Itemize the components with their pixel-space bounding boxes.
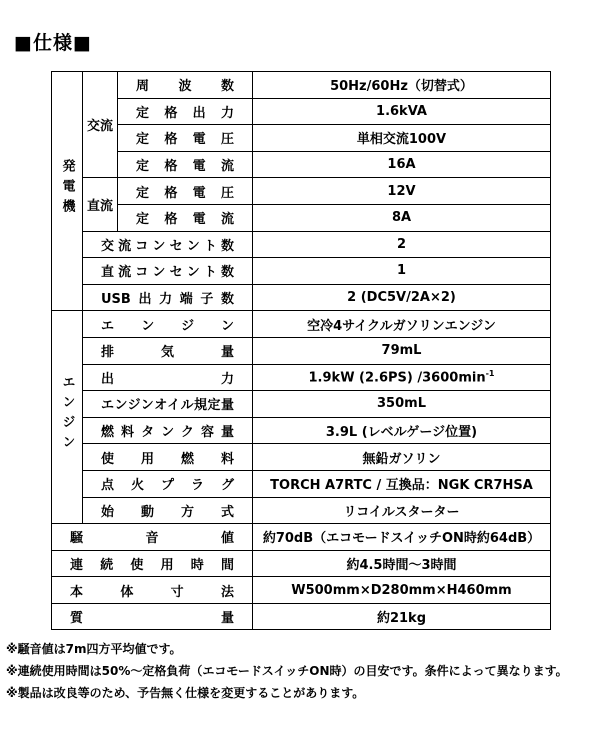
row-label-ac-rated-current: 定格電流 bbox=[118, 151, 253, 178]
table-row bbox=[52, 337, 551, 364]
row-label-dimensions: 本体寸法 bbox=[52, 577, 253, 604]
page-title: ■仕様■ bbox=[14, 32, 92, 54]
row-value-ac-rated-output: 1.6kVA bbox=[253, 98, 551, 125]
table-row bbox=[52, 284, 551, 311]
row-value-displacement: 79mL bbox=[253, 337, 551, 364]
row-label-runtime: 連続使用時間 bbox=[52, 550, 253, 577]
table-row bbox=[52, 417, 551, 444]
table-row bbox=[52, 72, 551, 99]
table-row bbox=[52, 311, 551, 338]
row-label-displacement: 排気量 bbox=[83, 337, 253, 364]
spec-table bbox=[51, 71, 551, 630]
row-value-dimensions: W500mm×D280mm×H460mm bbox=[253, 577, 551, 604]
row-label-ac-rated-voltage: 定格電圧 bbox=[118, 125, 253, 152]
table-row bbox=[52, 98, 551, 125]
row-label-ac-outlets: 交流コンセント数 bbox=[83, 231, 253, 258]
table-row bbox=[52, 258, 551, 285]
table-row bbox=[52, 204, 551, 231]
row-value-engine-type: 空冷4サイクルガソリンエンジン bbox=[253, 311, 551, 338]
subgroup-dc: 直流 bbox=[83, 178, 118, 231]
row-value-fuel: 無鉛ガソリン bbox=[253, 444, 551, 471]
table-row bbox=[52, 178, 551, 205]
footnotes bbox=[6, 638, 596, 704]
row-label-dc-outlets: 直流コンセント数 bbox=[83, 258, 253, 285]
table-row bbox=[52, 364, 551, 391]
row-value-spark-plug: TORCH A7RTC / 互換品：NGK CR7HSA bbox=[253, 470, 551, 497]
output-value-text: 1.9kW (2.6PS) /3600min bbox=[308, 370, 486, 386]
row-label-frequency: 周波数 bbox=[118, 72, 253, 99]
row-value-frequency: 50Hz/60Hz（切替式） bbox=[253, 72, 551, 99]
row-label-weight: 質量 bbox=[52, 603, 253, 630]
group-engine: エンジン bbox=[52, 311, 83, 524]
row-label-output: 出力 bbox=[83, 364, 253, 391]
row-value-fuel-tank: 3.9L (レベルゲージ位置) bbox=[253, 417, 551, 444]
table-row bbox=[52, 444, 551, 471]
row-label-fuel: 使用燃料 bbox=[83, 444, 253, 471]
row-value-runtime: 約4.5時間〜3時間 bbox=[253, 550, 551, 577]
row-value-noise: 約70dB（エコモードスイッチON時約64dB） bbox=[253, 524, 551, 551]
row-value-usb-ports: 2 (DC5V/2A×2) bbox=[253, 284, 551, 311]
row-label-ac-rated-output: 定格出力 bbox=[118, 98, 253, 125]
table-row bbox=[52, 151, 551, 178]
footnote-noise: ※騒音値は7m四方平均値です。 bbox=[6, 642, 182, 656]
group-generator: 発電機 bbox=[52, 72, 83, 311]
row-value-output bbox=[253, 364, 551, 391]
row-value-dc-rated-current: 8A bbox=[253, 204, 551, 231]
output-value-sup: -1 bbox=[485, 369, 495, 379]
row-value-dc-rated-voltage: 12V bbox=[253, 178, 551, 205]
footnote-spec-change: ※製品は改良等のため、予告無く仕様を変更することがあります。 bbox=[6, 686, 365, 700]
row-label-engine-type: エンジン bbox=[83, 311, 253, 338]
row-value-dc-outlets: 1 bbox=[253, 258, 551, 285]
row-label-oil-capacity: エンジンオイル規定量 bbox=[83, 391, 253, 418]
row-label-dc-rated-current: 定格電流 bbox=[118, 204, 253, 231]
row-label-spark-plug: 点火プラグ bbox=[83, 470, 253, 497]
table-row bbox=[52, 231, 551, 258]
row-label-noise: 騒音値 bbox=[52, 524, 253, 551]
row-value-oil-capacity: 350mL bbox=[253, 391, 551, 418]
row-value-ac-rated-voltage: 単相交流100V bbox=[253, 125, 551, 152]
row-label-starting: 始動方式 bbox=[83, 497, 253, 524]
row-value-starting: リコイルスターター bbox=[253, 497, 551, 524]
table-row bbox=[52, 524, 551, 551]
table-row bbox=[52, 125, 551, 152]
table-row bbox=[52, 603, 551, 630]
row-value-weight: 約21kg bbox=[253, 603, 551, 630]
row-label-usb-ports: USB出力端子数 bbox=[83, 284, 253, 311]
table-row bbox=[52, 391, 551, 418]
footnote-runtime: ※連続使用時間は50%〜定格負荷（エコモードスイッチON時）の目安です。条件によって異なります。 bbox=[6, 664, 568, 678]
table-row bbox=[52, 577, 551, 604]
table-row bbox=[52, 470, 551, 497]
row-value-ac-outlets: 2 bbox=[253, 231, 551, 258]
subgroup-ac: 交流 bbox=[83, 72, 118, 178]
table-row bbox=[52, 550, 551, 577]
row-value-ac-rated-current: 16A bbox=[253, 151, 551, 178]
row-label-dc-rated-voltage: 定格電圧 bbox=[118, 178, 253, 205]
table-row bbox=[52, 497, 551, 524]
row-label-fuel-tank: 燃料タンク容量 bbox=[83, 417, 253, 444]
